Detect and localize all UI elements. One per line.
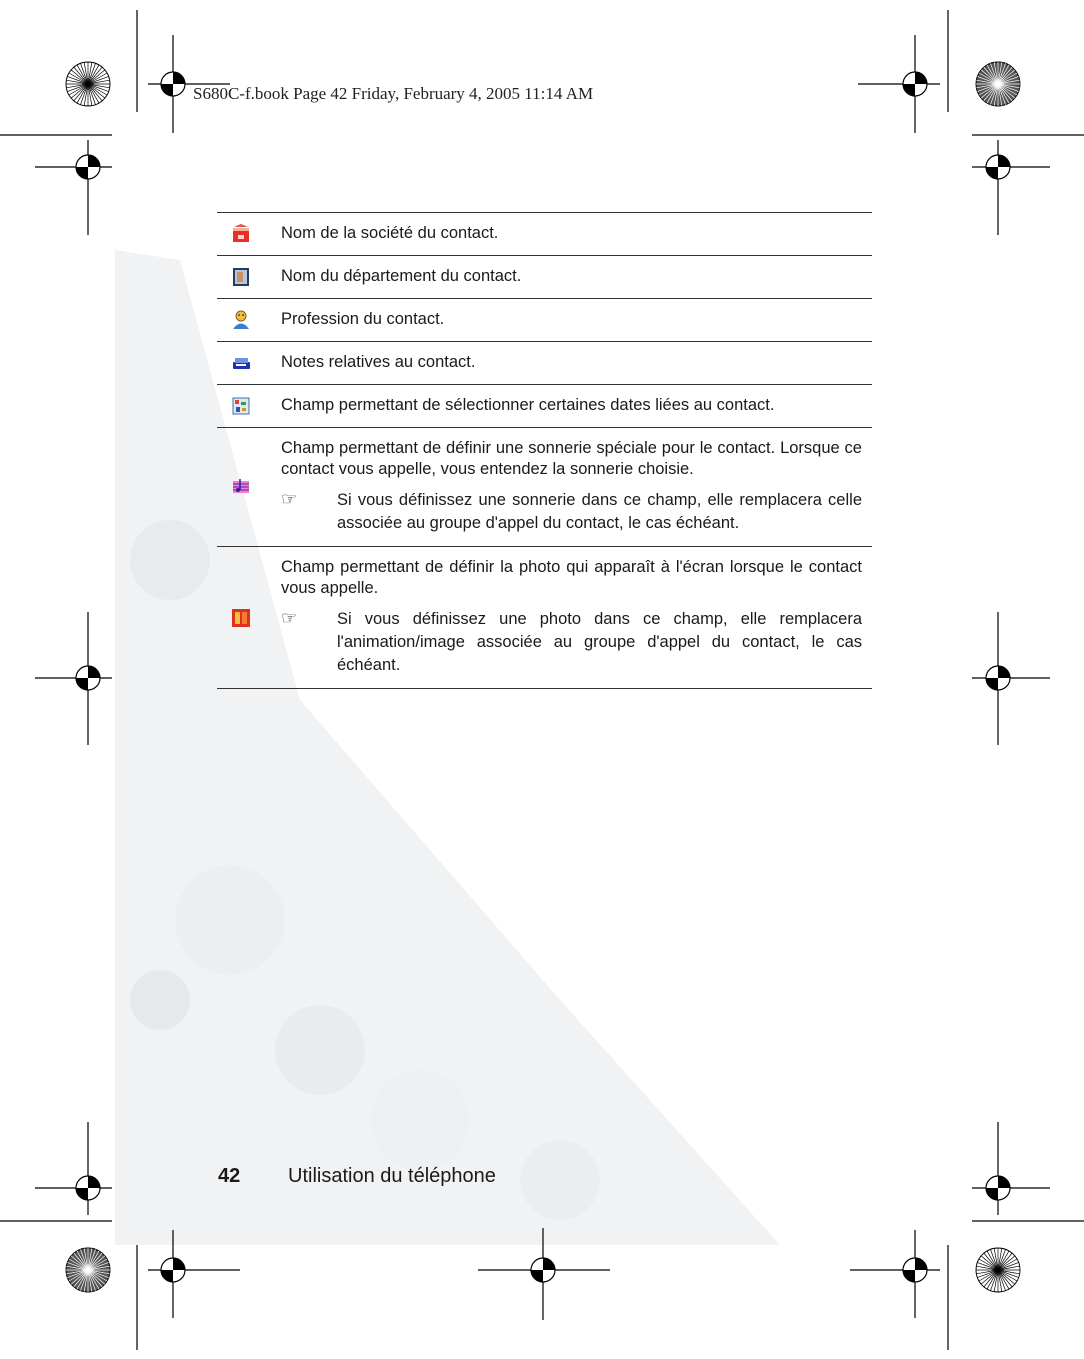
pointing-hand-icon: ☞ — [281, 608, 298, 628]
icon-cell — [217, 342, 265, 385]
row-text: Champ permettant de définir la photo qui apparaît à l'écran lorsque le contact vous appelle. — [281, 558, 862, 597]
row-text: Nom de la société du contact. — [265, 213, 872, 256]
table-row — [217, 299, 872, 342]
row-text: Profession du contact. — [265, 299, 872, 342]
table-row — [217, 428, 872, 547]
dates-icon — [230, 395, 252, 417]
photo-icon — [230, 607, 252, 629]
pointing-hand-icon: ☞ — [281, 489, 298, 509]
row-text: Nom du département du contact. — [265, 256, 872, 299]
icon-cell — [217, 428, 265, 547]
note — [281, 489, 862, 535]
icon-cell — [217, 299, 265, 342]
row-text: Notes relatives au contact. — [265, 342, 872, 385]
section-title: Utilisation du téléphone — [288, 1165, 496, 1187]
table-row — [217, 385, 872, 428]
icon-cell — [217, 385, 265, 428]
book-slug-line: S680C-f.book Page 42 Friday, February 4, 2005 11:14 AM — [193, 84, 594, 103]
ringtone-icon — [230, 476, 252, 498]
notes-icon — [230, 352, 252, 374]
row-text-block — [265, 547, 872, 689]
table-row — [217, 256, 872, 299]
icon-cell — [217, 256, 265, 299]
icon-cell — [217, 213, 265, 256]
note-text: Si vous définissez une photo dans ce champ, elle remplacera l'animation/image associée au groupe d'appel du contact, le cas échéant. — [337, 610, 862, 674]
row-text: Champ permettant de sélectionner certaines dates liées au contact. — [265, 385, 872, 428]
table-row — [217, 213, 872, 256]
table-row — [217, 342, 872, 385]
company-icon — [230, 223, 252, 245]
note-text: Si vous définissez une sonnerie dans ce champ, elle remplacera celle associée au groupe d'appel du contact, le cas échéant. — [337, 491, 862, 532]
row-text-block — [265, 428, 872, 547]
page-number: 42 — [218, 1165, 241, 1187]
note — [281, 608, 862, 677]
icon-cell — [217, 547, 265, 689]
row-text: Champ permettant de définir une sonnerie spéciale pour le contact. Lorsque ce contact vous appelle, vous entendez la sonnerie choisie. — [281, 439, 862, 478]
table-row — [217, 547, 872, 689]
contact-fields-table — [217, 212, 872, 689]
department-icon — [230, 266, 252, 288]
profession-icon — [230, 309, 252, 331]
